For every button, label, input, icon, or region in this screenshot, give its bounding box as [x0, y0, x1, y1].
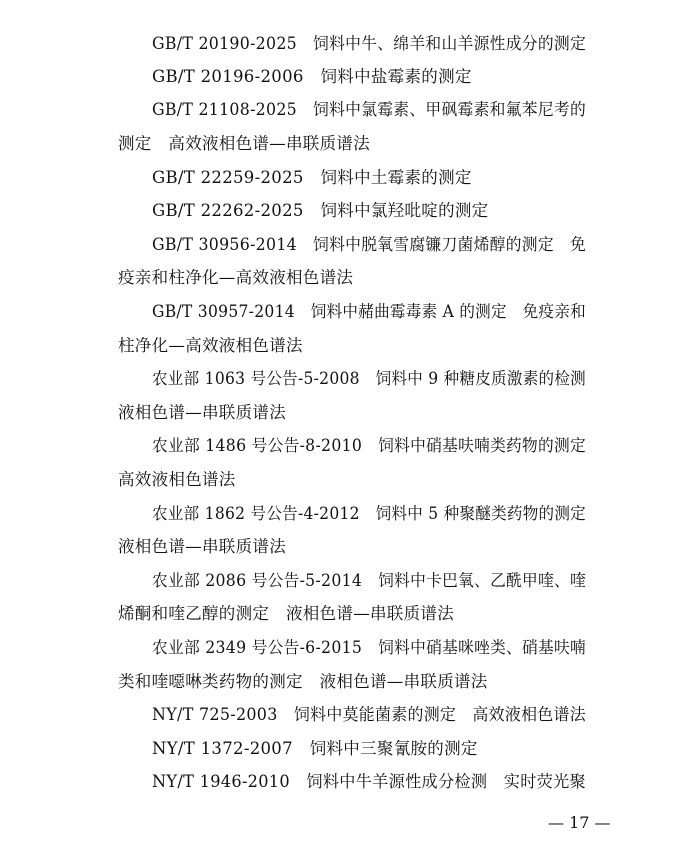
text-line: GB/T 30956-2014 饲料中脱氧雪腐镰刀菌烯醇的测定 免: [152, 235, 587, 254]
text-line: NY/T 725-2003 饲料中莫能菌素的测定 高效液相色谱法: [152, 705, 586, 724]
text-line: 测定 高效液相色谱—串联质谱法: [118, 134, 370, 153]
text-line: 农业部 1862 号公告-4-2012 饲料中 5 种聚醚类药物的测定: [152, 504, 586, 523]
text-line: 柱净化—高效液相色谱法: [118, 336, 303, 355]
text-line: 液相色谱—串联质谱法: [118, 537, 286, 556]
text-line: 疫亲和柱净化—高效液相色谱法: [118, 268, 354, 287]
text-line: GB/T 30957-2014 饲料中赭曲霉毒素 A 的测定 免疫亲和: [152, 302, 587, 321]
text-line: NY/T 1946-2010 饲料中牛羊源性成分检测 实时荧光聚: [152, 772, 586, 791]
text-line: 农业部 2086 号公告-5-2014 饲料中卡巴氧、乙酰甲喹、喹: [152, 571, 587, 590]
text-line: 农业部 1486 号公告-8-2010 饲料中硝基呋喃类药物的测定: [152, 436, 587, 455]
text-line: NY/T 1372-2007 饲料中三聚氰胺的测定: [152, 739, 478, 758]
text-line: 类和喹噁啉类药物的测定 液相色谱—串联质谱法: [118, 672, 488, 691]
text-line: GB/T 21108-2025 饲料中氯霉素、甲砜霉素和氟苯尼考的: [152, 100, 587, 119]
text-line: GB/T 20190-2025 饲料中牛、绵羊和山羊源性成分的测定: [152, 34, 587, 53]
text-line: GB/T 22262-2025 饲料中氯羟吡啶的测定: [152, 201, 489, 220]
text-line: 农业部 2349 号公告-6-2015 饲料中硝基咪唑类、硝基呋喃: [152, 638, 587, 657]
page-number: — 17 —: [548, 813, 611, 832]
text-line: 高效液相色谱法: [118, 470, 236, 489]
text-line: 液相色谱—串联质谱法: [118, 403, 286, 422]
text-line: 烯酮和喹乙醇的测定 液相色谱—串联质谱法: [118, 604, 454, 623]
text-line: 农业部 1063 号公告-5-2008 饲料中 9 种糖皮质激素的检测: [152, 369, 586, 388]
text-line: GB/T 20196-2006 饲料中盐霉素的测定: [152, 67, 472, 86]
text-line: GB/T 22259-2025 饲料中土霉素的测定: [152, 168, 472, 187]
